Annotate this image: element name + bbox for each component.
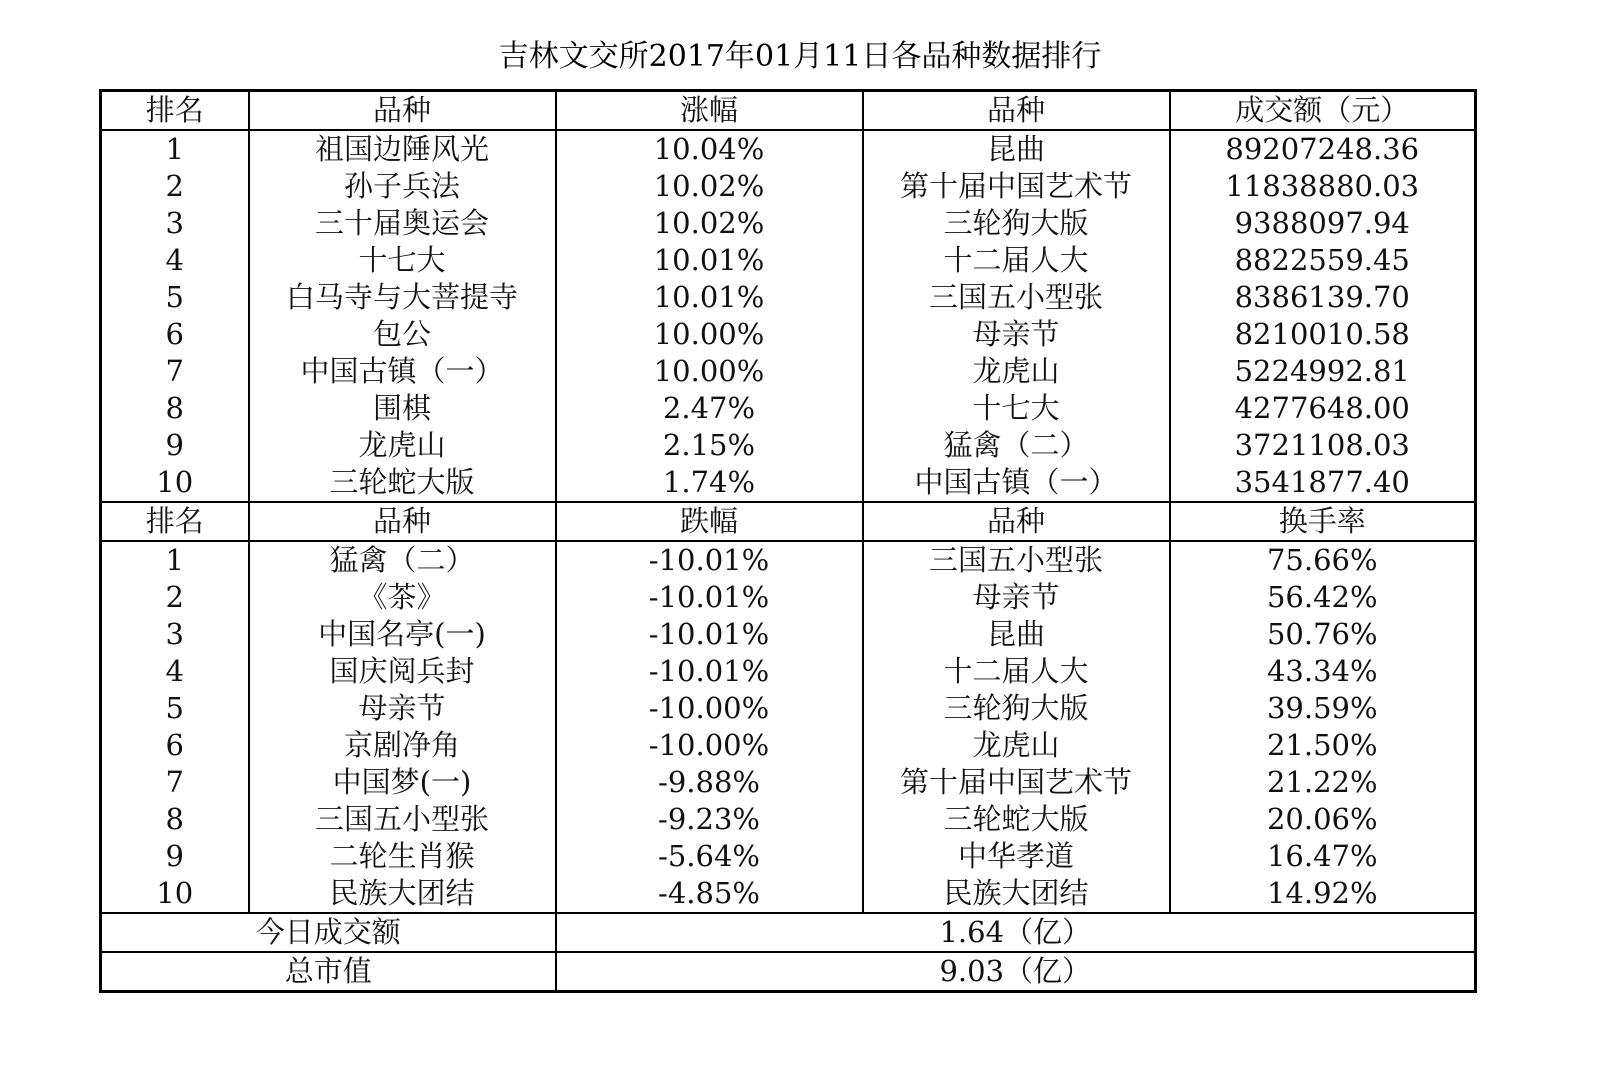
gainers-row-cell-variety: 中国古镇（一）	[863, 464, 1170, 502]
gainers-row-cell-variety: 三十届奥运会	[249, 205, 556, 242]
gainers-row-cell-change: 2.47%	[556, 390, 863, 427]
ranking-table	[99, 89, 1477, 993]
losers-row-cell-change: -10.01%	[556, 616, 863, 653]
losers-row-cell-variety: 民族大团结	[249, 875, 556, 913]
gainers-row-cell-variety: 祖国边陲风光	[249, 130, 556, 168]
gainers-row-cell-change: 10.00%	[556, 316, 863, 353]
losers-row-cell-variety: 三轮蛇大版	[863, 801, 1170, 838]
losers-row-cell-rank: 9	[165, 839, 184, 873]
gainers-header-row	[101, 91, 1476, 131]
gainers-row	[101, 316, 1476, 353]
losers-row-cell-rank: 10	[156, 876, 194, 910]
ranking-table-body	[101, 91, 1476, 992]
losers-row-cell-change: -10.01%	[556, 653, 863, 690]
losers-row-cell-rank: 6	[165, 728, 184, 762]
losers-row-cell-change: -4.85%	[556, 875, 863, 913]
losers-row-cell-value: 50.76%	[1170, 616, 1476, 653]
summary-label: 今日成交额	[101, 913, 556, 952]
gainers-row-cell-value: 8210010.58	[1170, 316, 1476, 353]
gainers-row-cell-variety: 昆曲	[863, 130, 1170, 168]
losers-row-cell-variety: 国庆阅兵封	[249, 653, 556, 690]
gainers-row	[101, 279, 1476, 316]
gainers-row-cell-variety: 龙虎山	[863, 353, 1170, 390]
losers-row-cell-value: 75.66%	[1170, 541, 1476, 579]
losers-row-cell-value: 21.50%	[1170, 727, 1476, 764]
gainers-row-cell-change: 1.74%	[556, 464, 863, 502]
losers-row-cell-change: -5.64%	[556, 838, 863, 875]
losers-row-cell-rank: 7	[165, 765, 184, 799]
losers-header-row-cell-rank: 排名	[101, 502, 249, 541]
losers-row-cell-variety: 第十届中国艺术节	[863, 764, 1170, 801]
losers-row-cell-variety: 京剧净角	[249, 727, 556, 764]
losers-row	[101, 875, 1476, 913]
losers-header-row-cell-value: 换手率	[1170, 502, 1476, 541]
gainers-row-cell-variety: 三轮狗大版	[863, 205, 1170, 242]
summary-label: 总市值	[101, 952, 556, 992]
gainers-header-row-cell-variety: 品种	[863, 91, 1170, 131]
losers-row-cell-change: -10.00%	[556, 727, 863, 764]
gainers-row-cell-variety: 第十届中国艺术节	[863, 168, 1170, 205]
gainers-row-cell-variety: 围棋	[249, 390, 556, 427]
gainers-row-cell-rank: 5	[165, 280, 184, 314]
gainers-row-cell-variety: 十七大	[863, 390, 1170, 427]
gainers-row-cell-value: 8386139.70	[1170, 279, 1476, 316]
losers-row-cell-variety: 中国梦(一)	[249, 764, 556, 801]
losers-row-cell-change: -10.01%	[556, 579, 863, 616]
losers-row-cell-value: 21.22%	[1170, 764, 1476, 801]
losers-row	[101, 838, 1476, 875]
losers-row-cell-variety: 十二届人大	[863, 653, 1170, 690]
gainers-header-row-cell-value: 成交额（元）	[1170, 91, 1476, 131]
summary-row	[101, 913, 1476, 952]
gainers-row-cell-change: 10.00%	[556, 353, 863, 390]
losers-row	[101, 690, 1476, 727]
gainers-row	[101, 464, 1476, 502]
gainers-row-cell-variety: 白马寺与大菩提寺	[249, 279, 556, 316]
losers-row	[101, 616, 1476, 653]
losers-row-cell-change: -10.00%	[556, 690, 863, 727]
losers-row-cell-change: -10.01%	[556, 541, 863, 579]
gainers-row-cell-rank: 3	[165, 206, 184, 240]
losers-row	[101, 727, 1476, 764]
losers-row-cell-variety: 《茶》	[249, 579, 556, 616]
gainers-row-cell-value: 89207248.36	[1170, 130, 1476, 168]
gainers-row-cell-rank: 6	[165, 317, 184, 351]
gainers-header-row-cell-rank: 排名	[101, 91, 249, 131]
losers-header-row-cell-variety: 品种	[863, 502, 1170, 541]
losers-row	[101, 579, 1476, 616]
losers-row-cell-change: -9.23%	[556, 801, 863, 838]
gainers-row-cell-change: 10.02%	[556, 205, 863, 242]
gainers-row-cell-value: 8822559.45	[1170, 242, 1476, 279]
losers-row-cell-rank: 4	[165, 654, 184, 688]
gainers-row	[101, 205, 1476, 242]
gainers-row-cell-rank: 2	[165, 169, 184, 203]
gainers-row-cell-rank: 9	[165, 428, 184, 462]
losers-row-cell-variety: 三国五小型张	[249, 801, 556, 838]
gainers-row	[101, 390, 1476, 427]
gainers-row-cell-rank: 1	[165, 132, 184, 166]
gainers-row-cell-variety: 中国古镇（一）	[249, 353, 556, 390]
summary-value: 9.03（亿）	[556, 952, 1476, 992]
page-title: 吉林文交所2017年01月11日各品种数据排行	[498, 39, 1102, 74]
gainers-row-cell-change: 10.02%	[556, 168, 863, 205]
gainers-row-cell-variety: 猛禽（二）	[863, 427, 1170, 464]
gainers-row-cell-variety: 包公	[249, 316, 556, 353]
gainers-row-cell-change: 2.15%	[556, 427, 863, 464]
losers-header-row	[101, 502, 1476, 541]
losers-row	[101, 541, 1476, 579]
losers-row-cell-variety: 猛禽（二）	[249, 541, 556, 579]
losers-row-cell-variety: 三轮狗大版	[863, 690, 1170, 727]
summary-row	[101, 952, 1476, 992]
losers-row	[101, 801, 1476, 838]
losers-row-cell-variety: 昆曲	[863, 616, 1170, 653]
gainers-row-cell-variety: 三轮蛇大版	[249, 464, 556, 502]
losers-row-cell-variety: 中华孝道	[863, 838, 1170, 875]
gainers-row-cell-value: 3721108.03	[1170, 427, 1476, 464]
losers-row-cell-variety: 民族大团结	[863, 875, 1170, 913]
losers-row	[101, 653, 1476, 690]
losers-row-cell-value: 39.59%	[1170, 690, 1476, 727]
gainers-row-cell-variety: 十七大	[249, 242, 556, 279]
gainers-row-cell-change: 10.04%	[556, 130, 863, 168]
gainers-row-cell-value: 3541877.40	[1170, 464, 1476, 502]
gainers-header-row-cell-change: 涨幅	[556, 91, 863, 131]
losers-row-cell-variety: 母亲节	[863, 579, 1170, 616]
losers-row-cell-rank: 2	[165, 580, 184, 614]
gainers-row-cell-rank: 7	[165, 354, 184, 388]
gainers-row-cell-value: 9388097.94	[1170, 205, 1476, 242]
losers-row-cell-rank: 8	[165, 802, 184, 836]
losers-row-cell-value: 20.06%	[1170, 801, 1476, 838]
gainers-row-cell-rank: 10	[101, 464, 249, 502]
losers-row-cell-variety: 三国五小型张	[863, 541, 1170, 579]
gainers-row-cell-change: 10.01%	[556, 279, 863, 316]
gainers-row-cell-variety: 母亲节	[863, 316, 1170, 353]
losers-row-cell-change: -9.88%	[556, 764, 863, 801]
gainers-header-row-cell-variety: 品种	[249, 91, 556, 131]
losers-row-cell-variety: 中国名亭(一)	[249, 616, 556, 653]
gainers-row-cell-variety: 龙虎山	[249, 427, 556, 464]
losers-row-cell-variety: 母亲节	[249, 690, 556, 727]
losers-row-cell-rank: 5	[165, 691, 184, 725]
gainers-row-cell-value: 4277648.00	[1170, 390, 1476, 427]
gainers-row-cell-rank: 8	[165, 391, 184, 425]
gainers-row	[101, 427, 1476, 464]
gainers-row	[101, 242, 1476, 279]
gainers-row-cell-variety: 十二届人大	[863, 242, 1170, 279]
gainers-row	[101, 130, 1476, 168]
summary-value: 1.64（亿）	[556, 913, 1476, 952]
gainers-row-cell-variety: 孙子兵法	[249, 168, 556, 205]
gainers-row-cell-variety: 三国五小型张	[863, 279, 1170, 316]
losers-header-row-cell-change: 跌幅	[556, 502, 863, 541]
gainers-row-cell-rank: 4	[165, 243, 184, 277]
losers-row-cell-value: 16.47%	[1170, 838, 1476, 875]
gainers-row	[101, 168, 1476, 205]
losers-row-cell-value: 56.42%	[1170, 579, 1476, 616]
losers-header-row-cell-variety: 品种	[249, 502, 556, 541]
losers-row	[101, 764, 1476, 801]
losers-row-cell-rank: 1	[165, 543, 184, 577]
gainers-row-cell-value: 11838880.03	[1170, 168, 1476, 205]
losers-row-cell-variety: 龙虎山	[863, 727, 1170, 764]
losers-row-cell-value: 14.92%	[1170, 875, 1476, 913]
losers-row-cell-rank: 3	[165, 617, 184, 651]
losers-row-cell-value: 43.34%	[1170, 653, 1476, 690]
gainers-row	[101, 353, 1476, 390]
losers-row-cell-variety: 二轮生肖猴	[249, 838, 556, 875]
gainers-row-cell-change: 10.01%	[556, 242, 863, 279]
gainers-row-cell-value: 5224992.81	[1170, 353, 1476, 390]
